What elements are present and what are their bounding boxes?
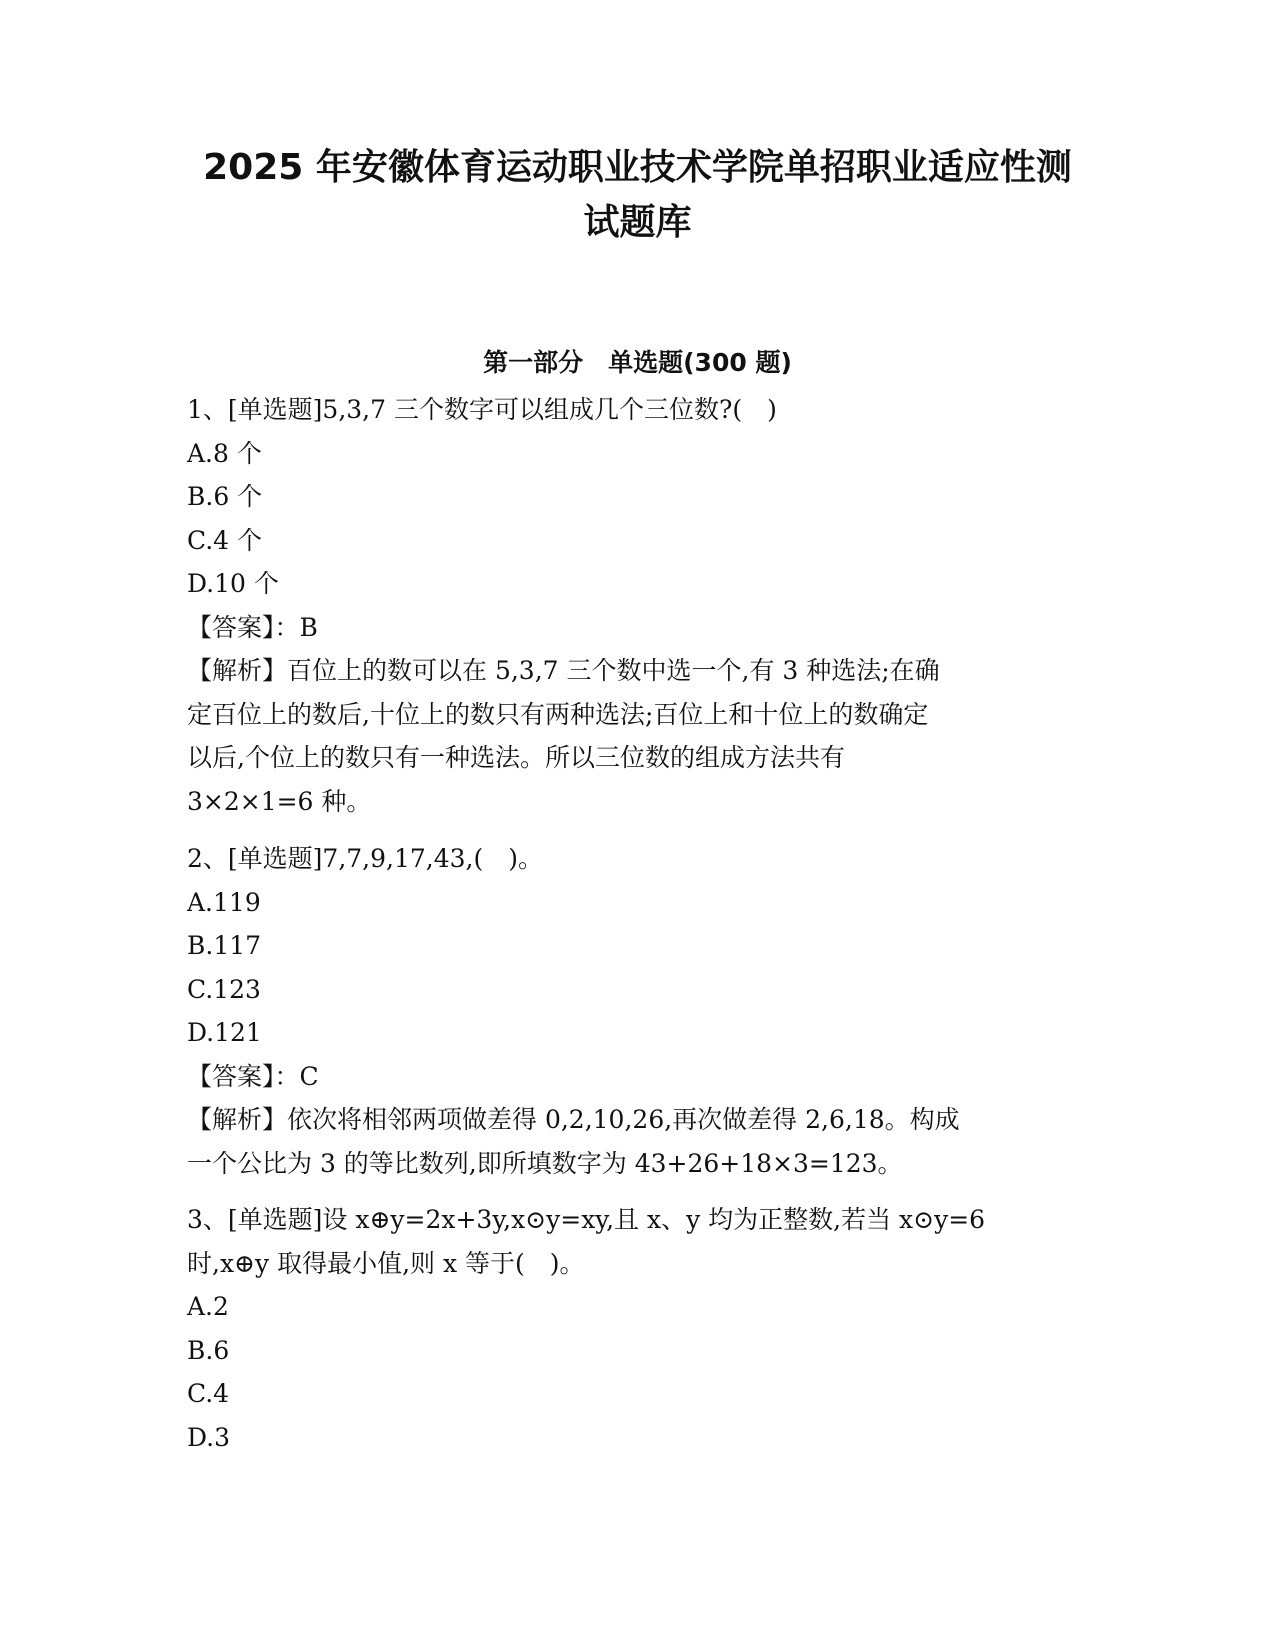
document-title bbox=[0, 140, 1275, 250]
option-b: B.117 bbox=[187, 931, 262, 960]
option-d: D.3 bbox=[187, 1422, 231, 1452]
section-title: 第一部分 单选题(300 题) bbox=[483, 348, 792, 377]
question-stem: 时,x⊕y 取得最小值,则 x 等于( )。 bbox=[187, 1248, 585, 1278]
analysis-line: 【解析】百位上的数可以在 5,3,7 三个数中选一个,有 3 种选法;在确 bbox=[187, 656, 940, 685]
question-3 bbox=[187, 1198, 1087, 1459]
question-stem: 2、[单选题]7,7,9,17,43,( )。 bbox=[187, 844, 543, 873]
analysis-line: 一个公比为 3 的等比数列,即所填数字为 43+26+18×3=123。 bbox=[187, 1148, 903, 1178]
question-2 bbox=[187, 837, 1087, 1185]
option-d: D.10 个 bbox=[187, 569, 279, 598]
answer-line: 【答案】：B bbox=[187, 612, 318, 642]
option-a: A.8 个 bbox=[187, 438, 262, 468]
option-b: B.6 个 bbox=[187, 482, 263, 511]
answer-line: 【答案】：C bbox=[187, 1061, 319, 1091]
analysis-line: 3×2×1=6 种。 bbox=[187, 786, 372, 816]
analysis-line: 【解析】依次将相邻两项做差得 0,2,10,26,再次做差得 2,6,18。构成 bbox=[187, 1105, 960, 1134]
option-c: C.4 个 bbox=[187, 525, 263, 555]
document-title-line-2: 试题库 bbox=[583, 202, 692, 243]
option-b: B.6 bbox=[187, 1335, 230, 1365]
question-1 bbox=[187, 388, 1087, 823]
option-c: C.123 bbox=[187, 974, 261, 1004]
document-title-line-1: 2025 年安徽体育运动职业技术学院单招职业适应性测 bbox=[203, 147, 1072, 188]
option-a: A.119 bbox=[187, 887, 261, 917]
option-c: C.4 bbox=[187, 1379, 230, 1408]
option-a: A.2 bbox=[187, 1292, 229, 1321]
analysis-line: 以后,个位上的数只有一种选法。所以三位数的组成方法共有 bbox=[187, 743, 845, 772]
question-stem: 1、[单选题]5,3,7 三个数字可以组成几个三位数?( ) bbox=[187, 395, 777, 424]
analysis-line: 定百位上的数后,十位上的数只有两种选法;百位上和十位上的数确定 bbox=[187, 699, 929, 729]
option-d: D.121 bbox=[187, 1018, 262, 1047]
question-stem: 3、[单选题]设 x⊕y=2x+3y,x⊙y=xy,且 x、y 均为正整数,若当 x⊙y=6 bbox=[187, 1205, 986, 1234]
